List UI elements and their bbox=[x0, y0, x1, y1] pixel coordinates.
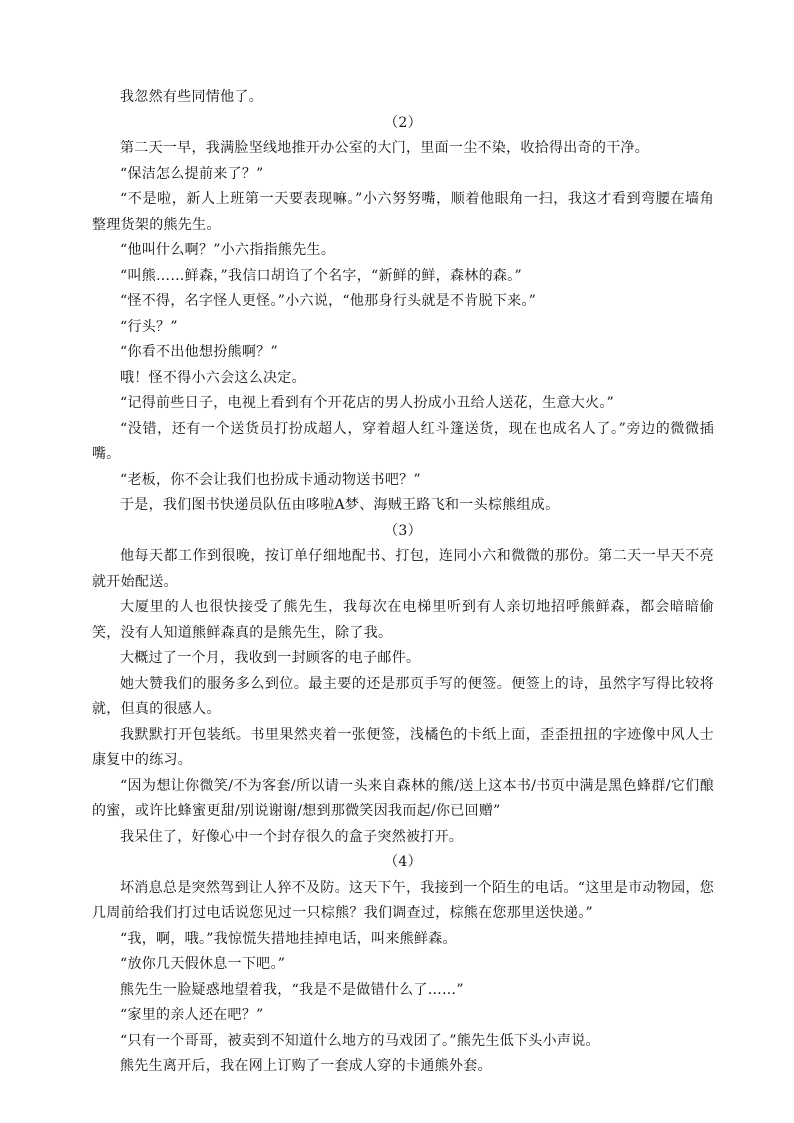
paragraph: “家里的亲人还在吧？” bbox=[120, 1007, 264, 1023]
paragraph: 我忽然有些同情他了。 bbox=[120, 89, 263, 105]
paragraph: “叫熊……鲜森，”我信口胡诌了个名字，“新鲜的鲜，森林的森。” bbox=[120, 267, 522, 284]
paragraph: “因为想让你微笑/不为客套/所以请一头来自森林的熊/送上这本书/书页中满是黑色蜂群/它们酿的蜜，或许比蜂蜜更甜/别说谢谢/想到那微笑因我而起/你已回赠” bbox=[92, 777, 714, 819]
paragraph: “不是啦，新人上班第一天要表现嘛。”小六努努嘴，顺着他眼角一扫，我这才看到弯腰在墙角整理货架的熊先生。 bbox=[92, 191, 714, 233]
paragraph: “放你几天假休息一下吧。” bbox=[120, 956, 286, 972]
paragraph: 哦！怪不得小六会这么决定。 bbox=[120, 369, 306, 386]
paragraph: 大厦里的人也很快接受了熊先生，我每次在电梯里听到有人亲切地招呼熊鲜森，都会暗暗偷笑，没有人知道熊鲜森真的是熊先生，除了我。 bbox=[92, 599, 714, 641]
paragraph: 大概过了一个月，我收到一封顾客的电子邮件。 bbox=[120, 650, 421, 666]
paragraph: “没错，还有一个送货员打扮成超人，穿着超人红斗篷送货，现在也成名人了。”旁边的微微插嘴。 bbox=[92, 420, 714, 462]
paragraph: “只有一个哥哥，被卖到不知道什么地方的马戏团了。”熊先生低下头小声说。 bbox=[120, 1032, 600, 1049]
paragraph: 他每天都工作到很晚，按订单仔细地配书、打包，连同小六和微微的那份。第二天一早天不亮就开始配送。 bbox=[92, 548, 714, 590]
paragraph: “老板，你不会让我们也扮成卡通动物送书吧？” bbox=[120, 471, 421, 488]
paragraph: 我呆住了，好像心中一个封存很久的盒子突然被打开。 bbox=[120, 828, 464, 845]
paragraph: “行头？” bbox=[120, 318, 178, 335]
paragraph: 熊先生一脸疑惑地望着我，“我是不是做错什么了……” bbox=[120, 981, 464, 998]
paragraph: “记得前些日子，电视上看到有个开花店的男人扮成小丑给人送花，生意大火。” bbox=[120, 395, 615, 411]
paragraph: 熊先生离开后，我在网上订购了一套成人穿的卡通熊外套。 bbox=[120, 1058, 492, 1074]
paragraph: 于是，我们图书快递员队伍由哆啦A梦、海贼王路飞和一头棕熊组成。 bbox=[120, 497, 560, 513]
paragraph: 坏消息总是突然驾到让人猝不及防。这天下午，我接到一个陌生的电话。“这里是市动物园，您几周前给我们打过电话说您见过一只棕熊？我们调查过，棕熊在您那里送快递。” bbox=[92, 879, 714, 921]
section-heading: （2） bbox=[384, 114, 422, 131]
paragraph: 第二天一早，我满脸坚线地推开办公室的大门，里面一尘不染，收拾得出奇的干净。 bbox=[120, 140, 650, 156]
paragraph: 我默默打开包装纸。书里果然夹着一张便签，浅橘色的卡纸上面，歪歪扭扭的字迹像中风人士康复中的练习。 bbox=[92, 726, 714, 768]
paragraph: “保洁怎么提前来了？” bbox=[120, 165, 264, 182]
paragraph: “我，啊，哦。”我惊慌失措地挂掉电话，叫来熊鲜森。 bbox=[120, 930, 457, 947]
document-body bbox=[92, 85, 714, 1080]
paragraph: 她大赞我们的服务多么到位。最主要的还是那页手写的便签。便签上的诗，虽然字写得比较将就，但真的很感人。 bbox=[92, 675, 714, 717]
paragraph: “你看不出他想扮熊啊？” bbox=[120, 344, 278, 360]
paragraph: “他叫什么啊？”小六指指熊先生。 bbox=[120, 242, 336, 258]
paragraph: “怪不得，名字怪人更怪。”小六说，“他那身行头就是不肯脱下来。” bbox=[120, 293, 537, 309]
section-heading: （3） bbox=[384, 522, 422, 539]
section-heading: （4） bbox=[384, 854, 422, 870]
